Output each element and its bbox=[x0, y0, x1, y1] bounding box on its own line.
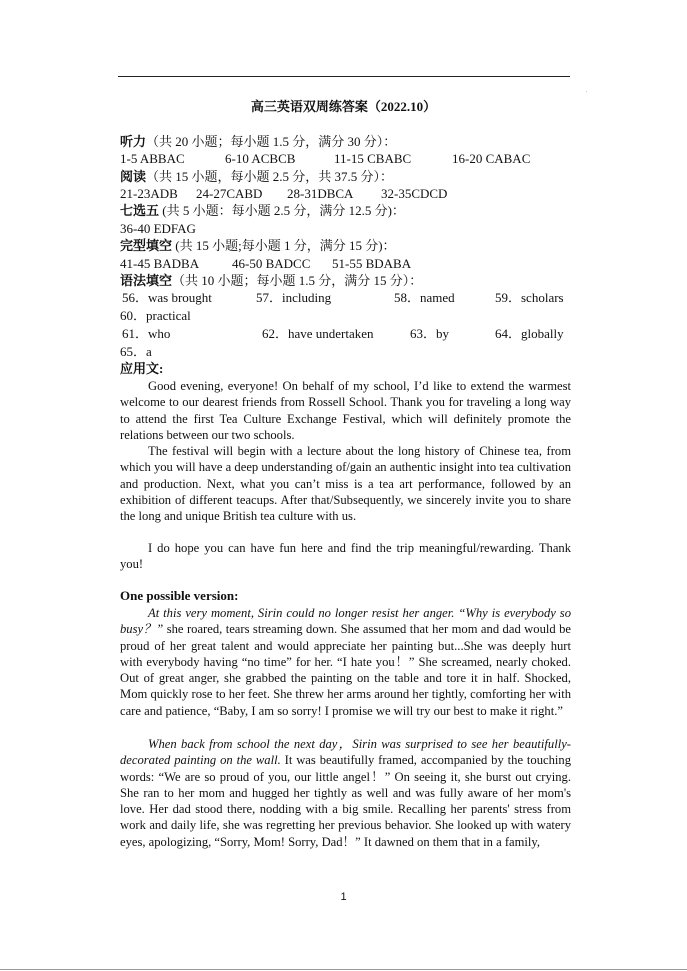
grammar-answer: 63．by bbox=[410, 326, 450, 341]
grammar-answer: 58．named bbox=[394, 290, 455, 305]
section-desc: （共 20 小题；每小题 1.5 分，满分 30 分）： bbox=[146, 134, 397, 149]
answer-group: 51-55 BDABA bbox=[332, 256, 412, 271]
answer-group: 21-23ADB bbox=[120, 186, 178, 201]
answer-group: 6-10 ACBCB bbox=[225, 151, 296, 166]
continuation-paragraph bbox=[120, 605, 571, 719]
continuation-body: It was beautifully framed, accompanied by the touching words: “We are so proud of you, our little angel！” On seeing it, she burst out crying. She ran to her mom and hugged her tightly as well and was fully aware of her mom's love. Her dad stood there, nodding with a big smile. Recalling her parents' stress from work and daily life, she was regretting her previous behavior. She looked up with watery eyes, apologizing, “Sorry, Mom! Sorry, Dad！” It dawned on them that in a family, bbox=[120, 753, 571, 849]
section-label: 阅读 bbox=[120, 169, 147, 184]
cloze-answers bbox=[120, 255, 572, 272]
listening-heading bbox=[120, 133, 572, 150]
section-label: 听力 bbox=[120, 134, 147, 149]
continuation-opening: At this very moment, Sirin could no longer resist her anger. “Why is everybody so busy？” bbox=[120, 606, 571, 637]
cloze-heading bbox=[120, 237, 572, 254]
answer-group: 11-15 CBABC bbox=[334, 151, 412, 166]
grammar-answers-row bbox=[120, 307, 572, 324]
section-desc: (共 5 小题：每小题 2.5 分，满分 12.5 分)： bbox=[159, 203, 405, 218]
grammar-answers-row bbox=[120, 343, 572, 360]
answer-group: 36-40 EDFAG bbox=[120, 221, 196, 236]
writing-paragraph: Good evening, everyone! On behalf of my school, I’d like to extend the warmest welcome to our dearest friends from Rossell School. Thank you for traveling a long way to attend the first Tea Culture Exchange Festival, which will definitely promote the relations between our two schools. bbox=[120, 379, 571, 442]
answer-group: 41-45 BADBA bbox=[120, 256, 200, 271]
section-desc: (共 15 小题;每小题 1 分，满分 15 分)： bbox=[172, 238, 396, 253]
grammar-heading bbox=[120, 272, 572, 289]
grammar-answers-row bbox=[120, 325, 572, 342]
answer-group: 46-50 BADCC bbox=[232, 256, 311, 271]
section-label: 七选五 bbox=[120, 203, 160, 218]
page-title: 高三英语双周练答案（2022.10） bbox=[250, 99, 437, 114]
section-desc: （共 10 小题；每小题 1.5 分，满分 15 分）： bbox=[172, 273, 423, 288]
writing-paragraph: I do hope you can have fun here and find the trip meaningful/rewarding. Thank you! bbox=[120, 541, 571, 572]
page-number: 1 bbox=[340, 891, 347, 903]
section-desc: （共 15 小题，每小题 2.5 分，共 37.5 分）： bbox=[146, 169, 394, 184]
reading-answers bbox=[120, 185, 572, 202]
answer-group: 1-5 ABBAC bbox=[120, 151, 185, 166]
continuation-body: she roared, tears streaming down. She assumed that her mom and dad would be proud of her great talent and would appreciate her painting but...She was deeply hurt with everybody having “no time” for her. “I hate you！” She screamed, nearly choked. Out of great anger, she grabbed the painting on the table and tore it in half. Shocked, Mom quickly rose to her feet. She threw her arms around her tightly, comforting her with care and patience, “Baby, I am so sorry! I promise we will try our best to make it right.” bbox=[120, 622, 571, 718]
page-edge bbox=[0, 969, 687, 970]
grammar-answer: 60．practical bbox=[120, 308, 191, 323]
section-label: 完型填空 bbox=[120, 238, 173, 253]
listening-answers bbox=[120, 150, 572, 167]
grammar-answer: 59．scholars bbox=[495, 290, 564, 305]
seven-five-heading bbox=[120, 202, 572, 219]
answer-group: 24-27CABD bbox=[196, 186, 263, 201]
grammar-answer: 62．have undertaken bbox=[262, 326, 374, 341]
grammar-answer: 56．was brought bbox=[122, 290, 212, 305]
grammar-answer: 61．who bbox=[122, 326, 171, 341]
grammar-answers-row bbox=[120, 289, 572, 306]
section-label: 语法填空 bbox=[120, 273, 173, 288]
reading-heading bbox=[120, 168, 572, 185]
corner-mark: . bbox=[586, 88, 588, 94]
writing-heading: 应用文: bbox=[120, 361, 164, 376]
answer-group: 16-20 CABAC bbox=[452, 151, 531, 166]
continuation-opening: When back from school the next day，Sirin was surprised to see her beautifully-decorated painting on the wall. bbox=[120, 737, 571, 768]
answer-group: 32-35CDCD bbox=[381, 186, 448, 201]
grammar-answer: 65．a bbox=[120, 344, 152, 359]
grammar-answer: 64．globally bbox=[495, 326, 564, 341]
seven-five-answers bbox=[120, 220, 572, 237]
continuation-heading: One possible version: bbox=[120, 588, 239, 603]
grammar-answer: 57．including bbox=[256, 290, 332, 305]
writing-paragraph: The festival will begin with a lecture about the long history of Chinese tea, from which you will have a deep understanding of/gain an authentic insight into tea cultivation and production. Next, what you can’t miss is a tea art performance, followed by an exhibition of different teacups. After that/Subsequently, we sincerely invite you to share the long and unique British tea culture with us. bbox=[120, 444, 571, 524]
answer-group: 28-31DBCA bbox=[287, 186, 354, 201]
header-rule bbox=[118, 76, 570, 77]
continuation-paragraph bbox=[120, 736, 571, 850]
